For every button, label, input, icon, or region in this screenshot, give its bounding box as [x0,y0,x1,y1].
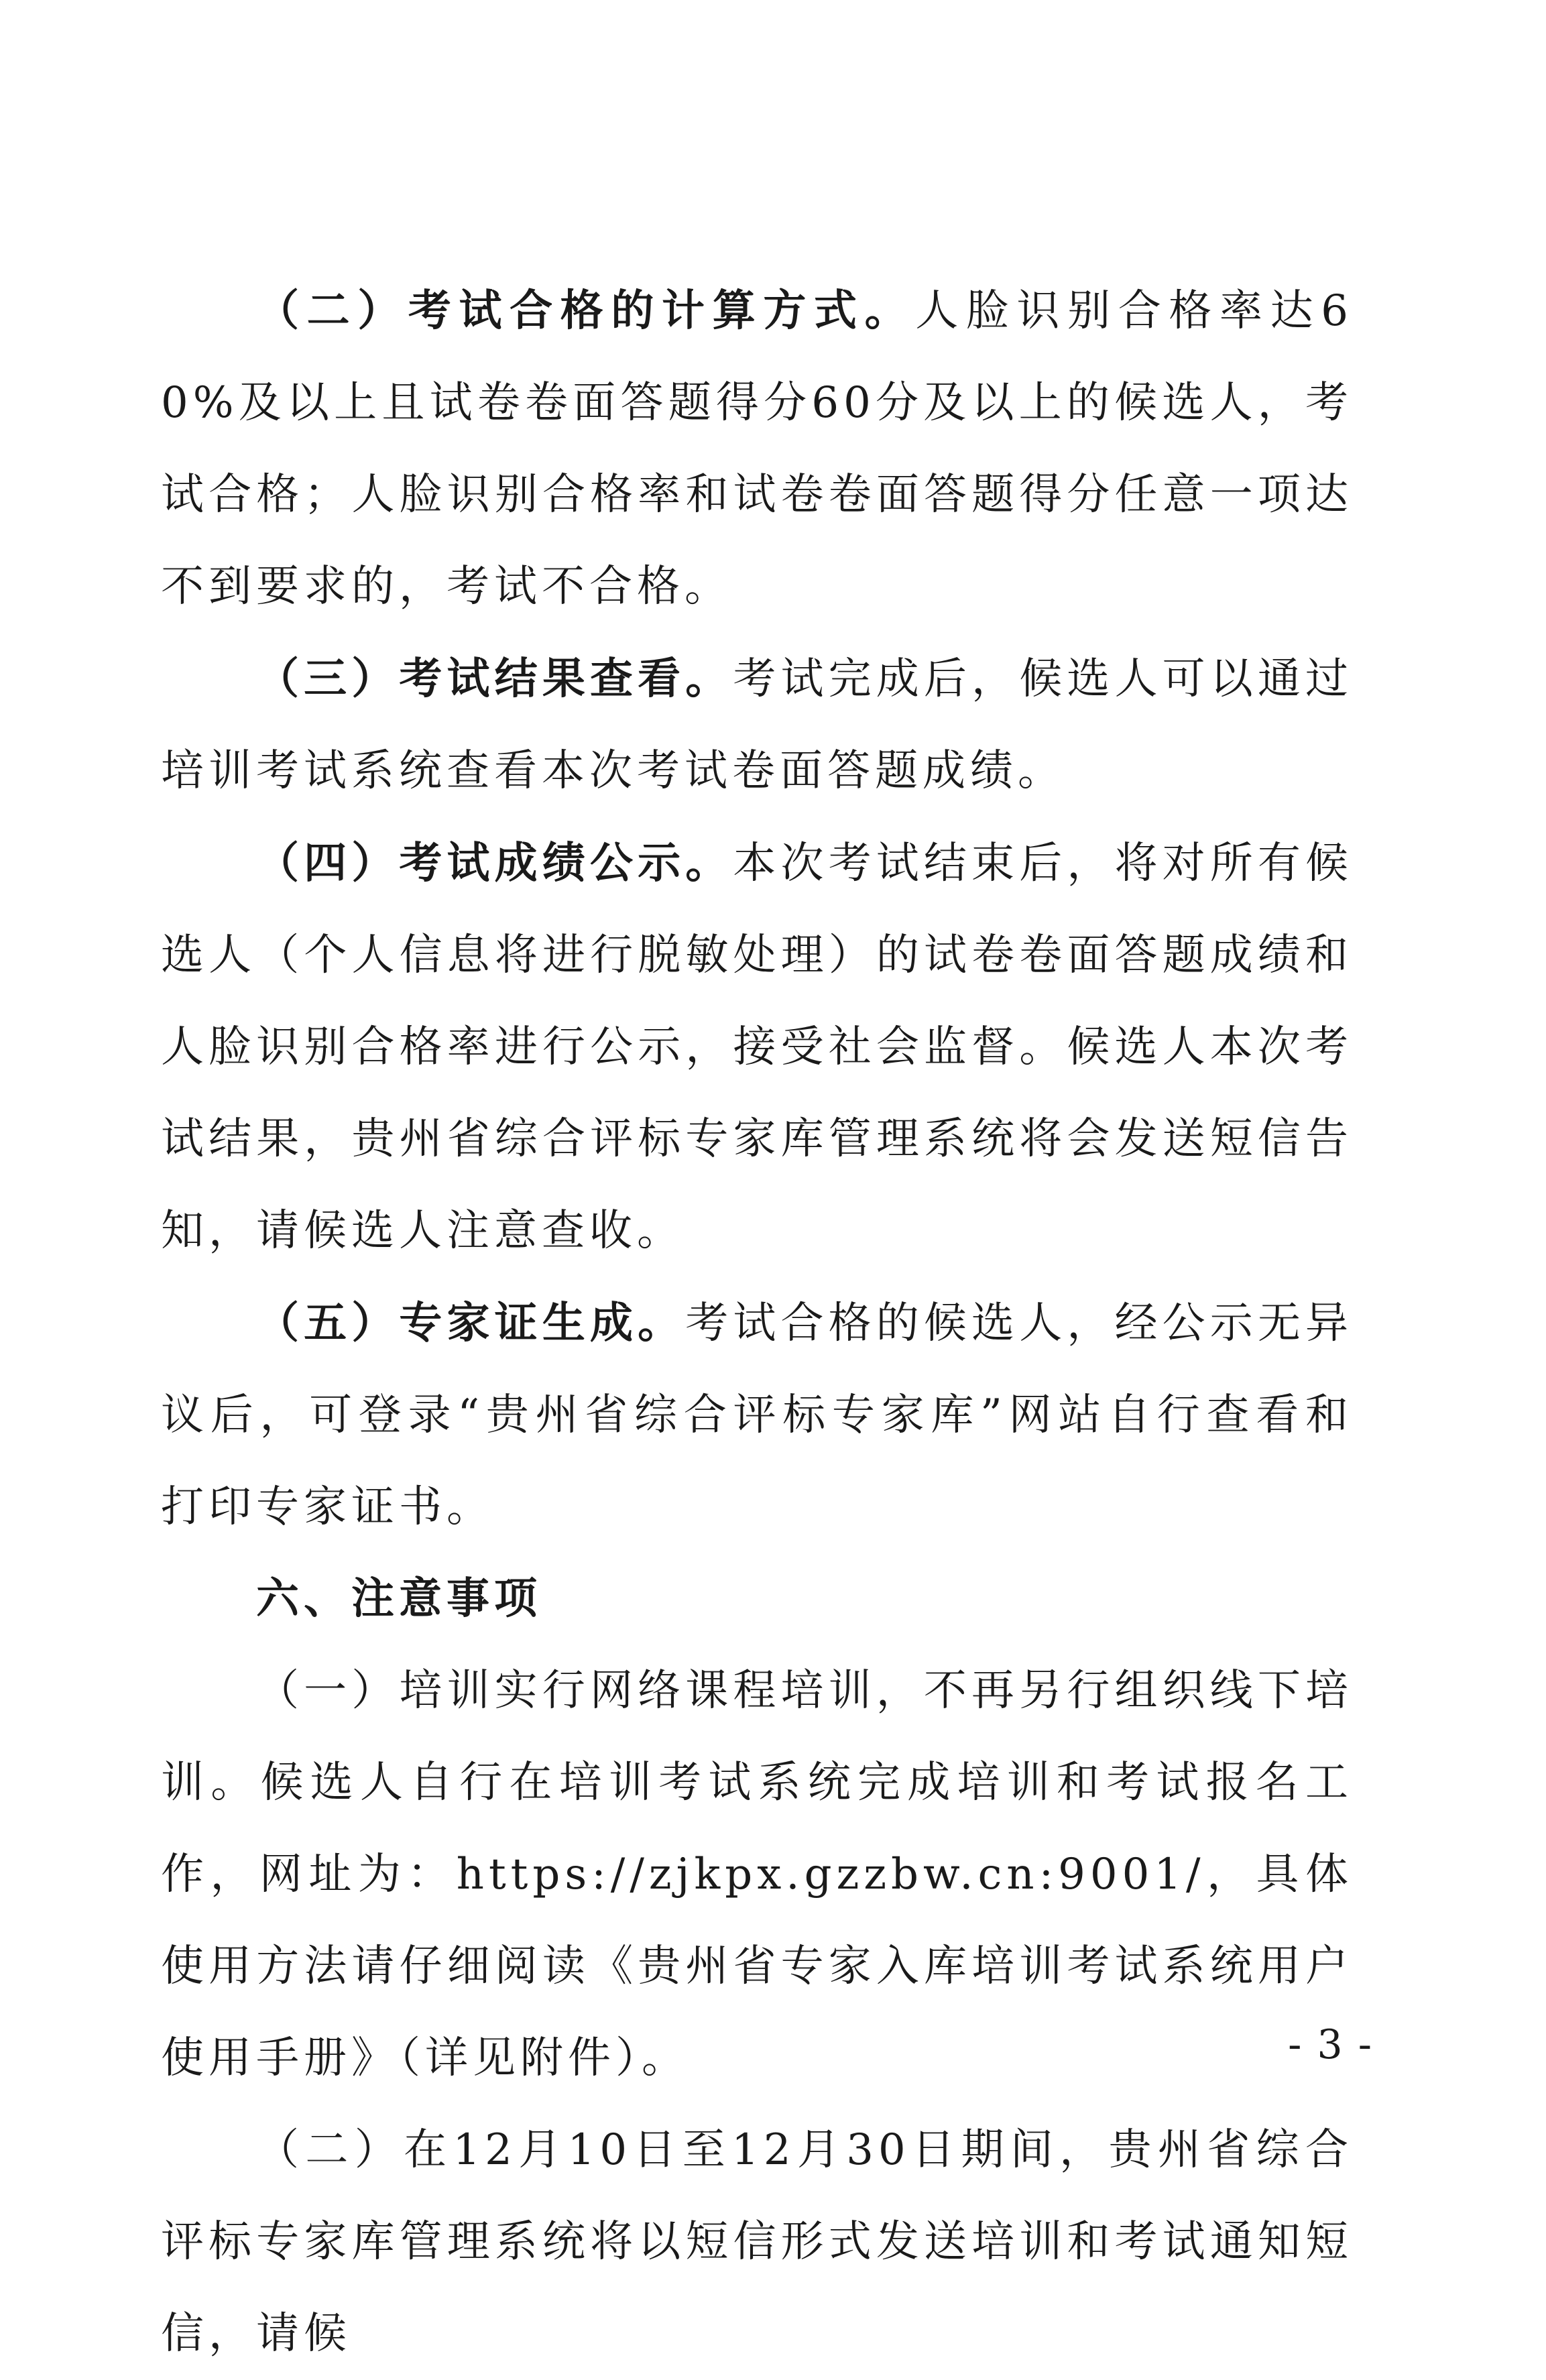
paragraph-text: 人脸识别合格率达60%及以上且试卷卷面答题得分60分及以上的候选人，考试合格；人脸识别合格率和试卷卷面答题得分任意一项达不到要求的，考试不合格。 [161,286,1354,611]
paragraph-text: 候选人自行在培训考试系统完成培训和考试报名工作，网址为：https://zjkpx.gzzbw.cn:9001/，具体使用方法请仔细阅读《贵州省专家入库培训考试系统用户使用手册》（详见附件）。 [161,1758,1354,2083]
paragraph-exam-pass-calculation [161,265,1353,633]
paragraph-note-sms-notice [161,2104,1353,2380]
paragraph-lead: （二）考试合格的计算方式。 [256,286,916,336]
paragraph-text: 贵州省综合评标专家库管理系统将以短信形式发送培训和考试通知短信，请候 [161,2125,1354,2359]
page-number: - 3 - [1288,2021,1373,2068]
paragraph-text: 考试合格的候选人，经公示无异议后，可登录“贵州省综合评标专家库”网站自行查看和打印专家证书。 [161,1299,1354,1532]
section-heading-notes: 六、注意事项 [256,1574,542,1624]
paragraph-expert-certificate [161,1277,1353,1553]
paragraph-text: 考试完成后，候选人可以通过培训考试系统查看本次考试卷面答题成绩。 [161,654,1354,796]
paragraph-score-publicity [161,817,1353,1277]
paragraph-exam-result-view [161,633,1353,817]
paragraph-text: 本次考试结束后，将对所有候选人（个人信息将进行脱敏处理）的试卷卷面答题成绩和人脸识别合格率进行公示，接受社会监督。候选人本次考试结果，贵州省综合评标专家库管理系统将会发送短信告知，请候选人注意查收。 [161,839,1354,1256]
paragraph-note-online-training [161,1645,1353,2104]
paragraph-lead: （二）在12月10日至12月30日期间， [256,2125,1109,2175]
paragraph-lead: （一）培训实行网络课程培训，不再另行组织线下培训。 [161,1666,1353,1807]
document-body [161,265,1353,2380]
paragraph-lead: （四）考试成绩公示。 [256,838,733,888]
paragraph-lead: （三）考试结果查看。 [256,654,733,704]
paragraph-lead: （五）专家证生成。 [256,1298,686,1348]
